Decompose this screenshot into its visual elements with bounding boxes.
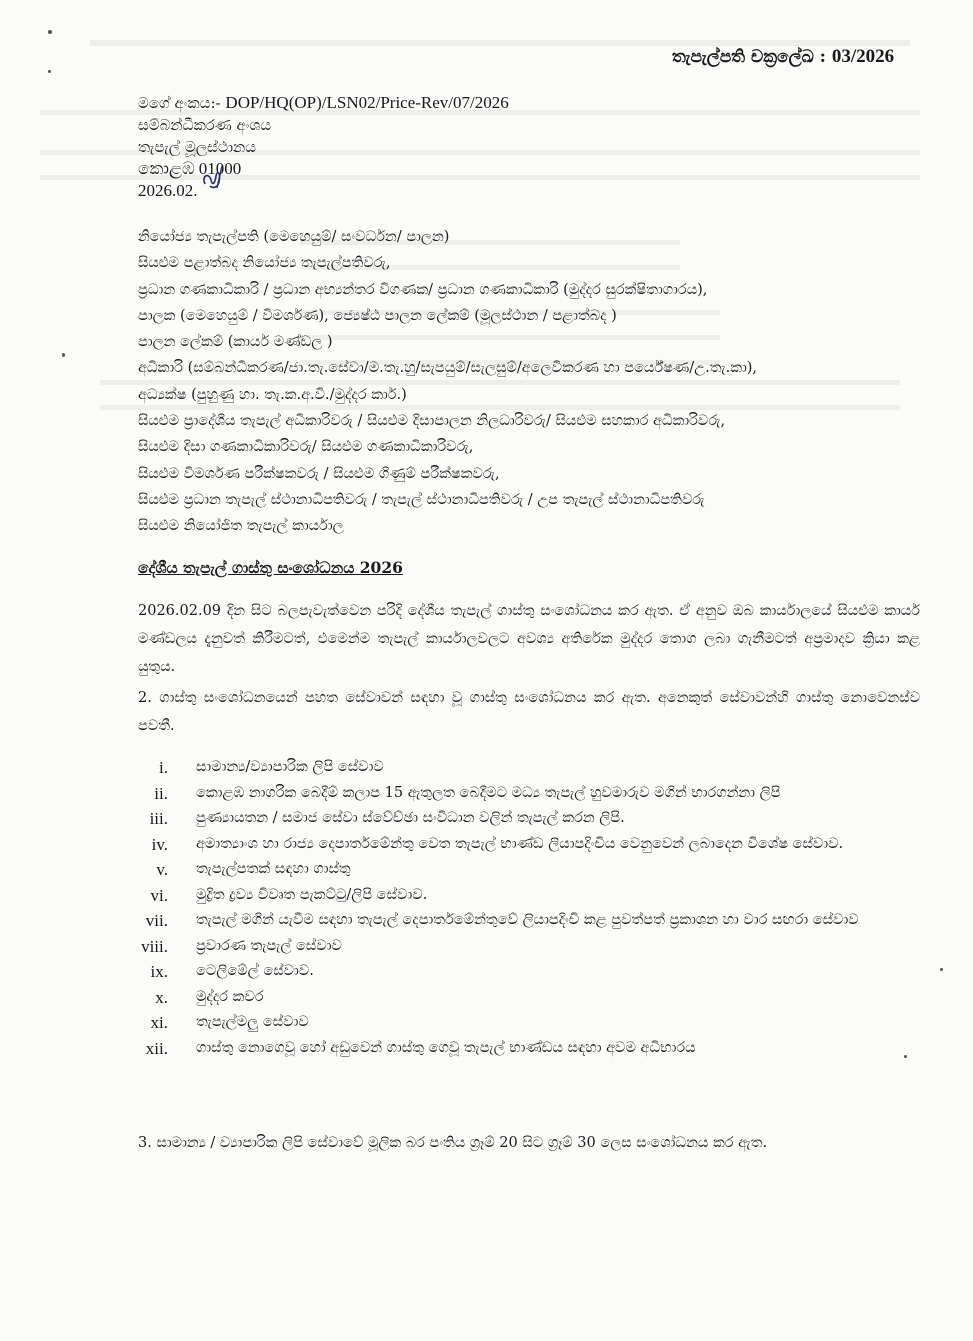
my-number-line [138,92,509,114]
list-item-text: ප්‍රවාරණ තැපැල් සේවාව [196,937,342,954]
circular-number [672,46,894,68]
date-line: 2026.02. [138,181,198,200]
list-item-number: v. [156,860,168,879]
addressee-line: නියෝජ්‍ය තැපැල්පති (මෙහෙයුම්/ සංවර්ධන/ පාලන) [138,229,450,245]
list-item [130,1036,920,1062]
list-item [130,832,920,858]
addressee-line: සියළුම ප්‍රාදේශීය තැපැල් අධිකාරිවරු / සියළුම දිසාපාලන නිලධාරිවරු/ සියළුම සහකාර අධිකාරිවරු, [138,413,726,430]
headquarters-name: තැපැල් මූලස්ථානය [138,138,256,156]
list-item-text: ගාස්තු නොගෙවූ හෝ අඩුවෙන් ගාස්තු ගෙවූ තැපැල් භාණ්ඩය සඳහා අවම අධිභාරය [196,1039,696,1056]
addressee-line: අධ්‍යක්ෂ (පුහුණු හා. තැ.ක.අ.වි./මුද්දර කාර්.) [138,386,407,403]
list-item-number: i. [159,758,168,777]
paragraph-1: 2026.02.09 දින සිට බලපැවැත්වෙන පරිදි දේශීය තැපැල් ගාස්තු සංශෝධනය කර ඇත. ඒ අනුව ඔබ කාර්යාලයේ සියළුම කාර්ය මණ්ඩලය දැනුවත් කිරීමටත්, එමෙන්ම තැපැල් කාර්යාලවලට අවශ්‍ය අතිරේක මුද්දර තොග ලබා ගැනීමටත් අප්‍රමාදව ක්‍රියා කළ යුතුය. [138,603,920,675]
my-number-value: DOP/HQ(OP)/LSN02/Price-Rev/07/2026 [225,93,509,112]
list-item-text: තැපැල්පතක් සඳහා ගාස්තු [196,861,351,877]
scan-speck [62,353,65,357]
addressee-line: සියළුම පළාත්බද නියෝජ්‍ය තැපැල්පතිවරු, [138,255,391,272]
list-item-text: තැපැල් මගින් යැවීම සඳහා තැපැල් දෙපාර්තමේන්තුවේ ලියාපදිංචි කළ පුවත්පත් ප්‍රකාශන හා වාර සඟරා සේවාව [196,912,859,928]
list-item-text: මුද්‍රිත ද්‍රව්‍ය විවෘත පැකට්ටු/ලිපි සේවාව. [196,886,428,903]
handwritten-date-signature [199,162,229,192]
city-line: කොළඹ 01000 [138,159,242,178]
list-item-number: iii. [149,809,168,828]
my-number-label: මගේ අංකය:- [138,94,221,112]
scan-speck [940,968,943,971]
scan-speck [48,70,51,73]
list-item-text: අමාත්‍යාංශ හා රාජ්‍ය දෙපාර්තමේන්තු වෙත තැපැල් භාණ්ඩ ලියාපදිංචිය වෙනුවෙන් ලබාදෙන විශේෂ සේවාව. [196,835,844,852]
list-item [130,857,920,883]
circular-value: 03/2026 [831,46,895,67]
list-item-number: vi. [150,885,168,905]
addressee-list [138,224,757,540]
addressee-line: සියළුම ප්‍රධාන තැපැල් ස්ථානාධිපතිවරු / තැපැල් ස්ථානාධිපතිවරු / උප තැපැල් ස්ථානාධිපතිවරු [138,491,705,508]
list-item-text: පුණ්‍යායතන / සමාජ සේවා ස්වේච්ඡා සංවිධාන වලින් තැපැල් කරන ලිපි. [196,810,625,826]
list-item [130,908,920,934]
list-item-number: ii. [154,783,168,803]
addressee-line: සියළුම නියෝජිත තැපැල් කාර්යාල [138,518,344,535]
addressee-line: අධිකාරි (සම්බන්ධීකරණ/ජා.තැ.සේවා/ම.තැ.හු/සැපයුම්/සැලසුම්/අලෙවිකරණ හා පර්යේෂණ/උ.තැ.කා), [138,360,758,377]
addressee-line: ප්‍රධාන ගණකාධිකාරි / ප්‍රධාන අභ්‍යන්තර විගණක/ ප්‍රධාන ගණකාධිකාරි (මුද්දර සුරක්ෂිතාගාරය), [138,281,708,298]
list-item-number: x. [155,987,168,1007]
list-item-text: සාමාන්‍ය/ව්‍යාපාරික ලිපි සේවාව [196,759,384,775]
list-item-number: viii. [141,936,168,956]
section-name: සම්බන්ධීකරණ අංශය [138,116,272,134]
list-item [130,755,920,781]
list-item-text: කොළඹ නාගරික බෙදීම් කලාප 15 ඇතුලත බෙදීමට මධ්‍ය තැපැල් හුවමාරුව මගින් භාරගන්නා ලිපි [196,784,781,801]
list-item-number: iv. [151,834,168,854]
addressee-line: පාලන ලේකම් (කාර්ය මණ්ඩල ) [138,334,333,351]
circular-label: තැපැල්පති චක්‍රලේඛ : [672,47,826,67]
list-item-text: ටෙලිමේල් සේවාව. [196,963,314,979]
addressee-line: සියළුම දිසා ගණකාධිකාරිවරු/ සියළුම ගණකාධිකාරිවරු, [138,439,474,456]
list-item [130,806,920,832]
addressee-line: පාලක (මෙහෙයුම් / විමර්ශණ), ජ්‍යෙෂ්ඨ පාලන ලේකම් (මූලස්ථාන / පළාත්බද ) [138,307,617,324]
list-item-text: තැපැල්මලු සේවාව [196,1014,309,1030]
list-item [130,883,920,909]
list-item [130,959,920,985]
scan-speck [48,30,52,34]
list-item-number: vii. [145,911,168,930]
list-item [130,1010,920,1036]
list-item-number: xii. [145,1038,168,1058]
services-list [130,755,920,1061]
list-item-number: ix. [150,962,168,981]
reference-block [138,92,509,202]
subject-heading: දේශීය තැපැල් ගාස්තු සංශෝධනය 2026 [138,558,403,577]
list-item-number: xi. [150,1013,168,1032]
list-item [130,934,920,960]
paragraph-3: 3. සාමාන්‍ය / ව්‍යාපාරික ලිපි සේවාවේ මූලික බර පංතිය ග්‍රෑම් 20 සිට ග්‍රෑම් 30 ලෙස සංශෝධනය කර ඇත. [138,1135,768,1151]
list-item [130,781,920,807]
list-item [130,985,920,1011]
addressee-line: සියළුම විමර්ශණ පරීක්ෂකවරු / සියළුම ගිණුම් පරීක්ෂකවරු, [138,465,500,482]
list-item-text: මුද්දර කවර [196,988,264,1005]
paragraph-2: 2. ගාස්තු සංශෝධනයෙන් පහත සේවාවන් සඳහා වූ ගාස්තු සංශෝධනය කර ඇත. අනෙකුත් සේවාවන්හි ගාස්තු නොවෙනස්ව පවතී. [138,690,920,734]
